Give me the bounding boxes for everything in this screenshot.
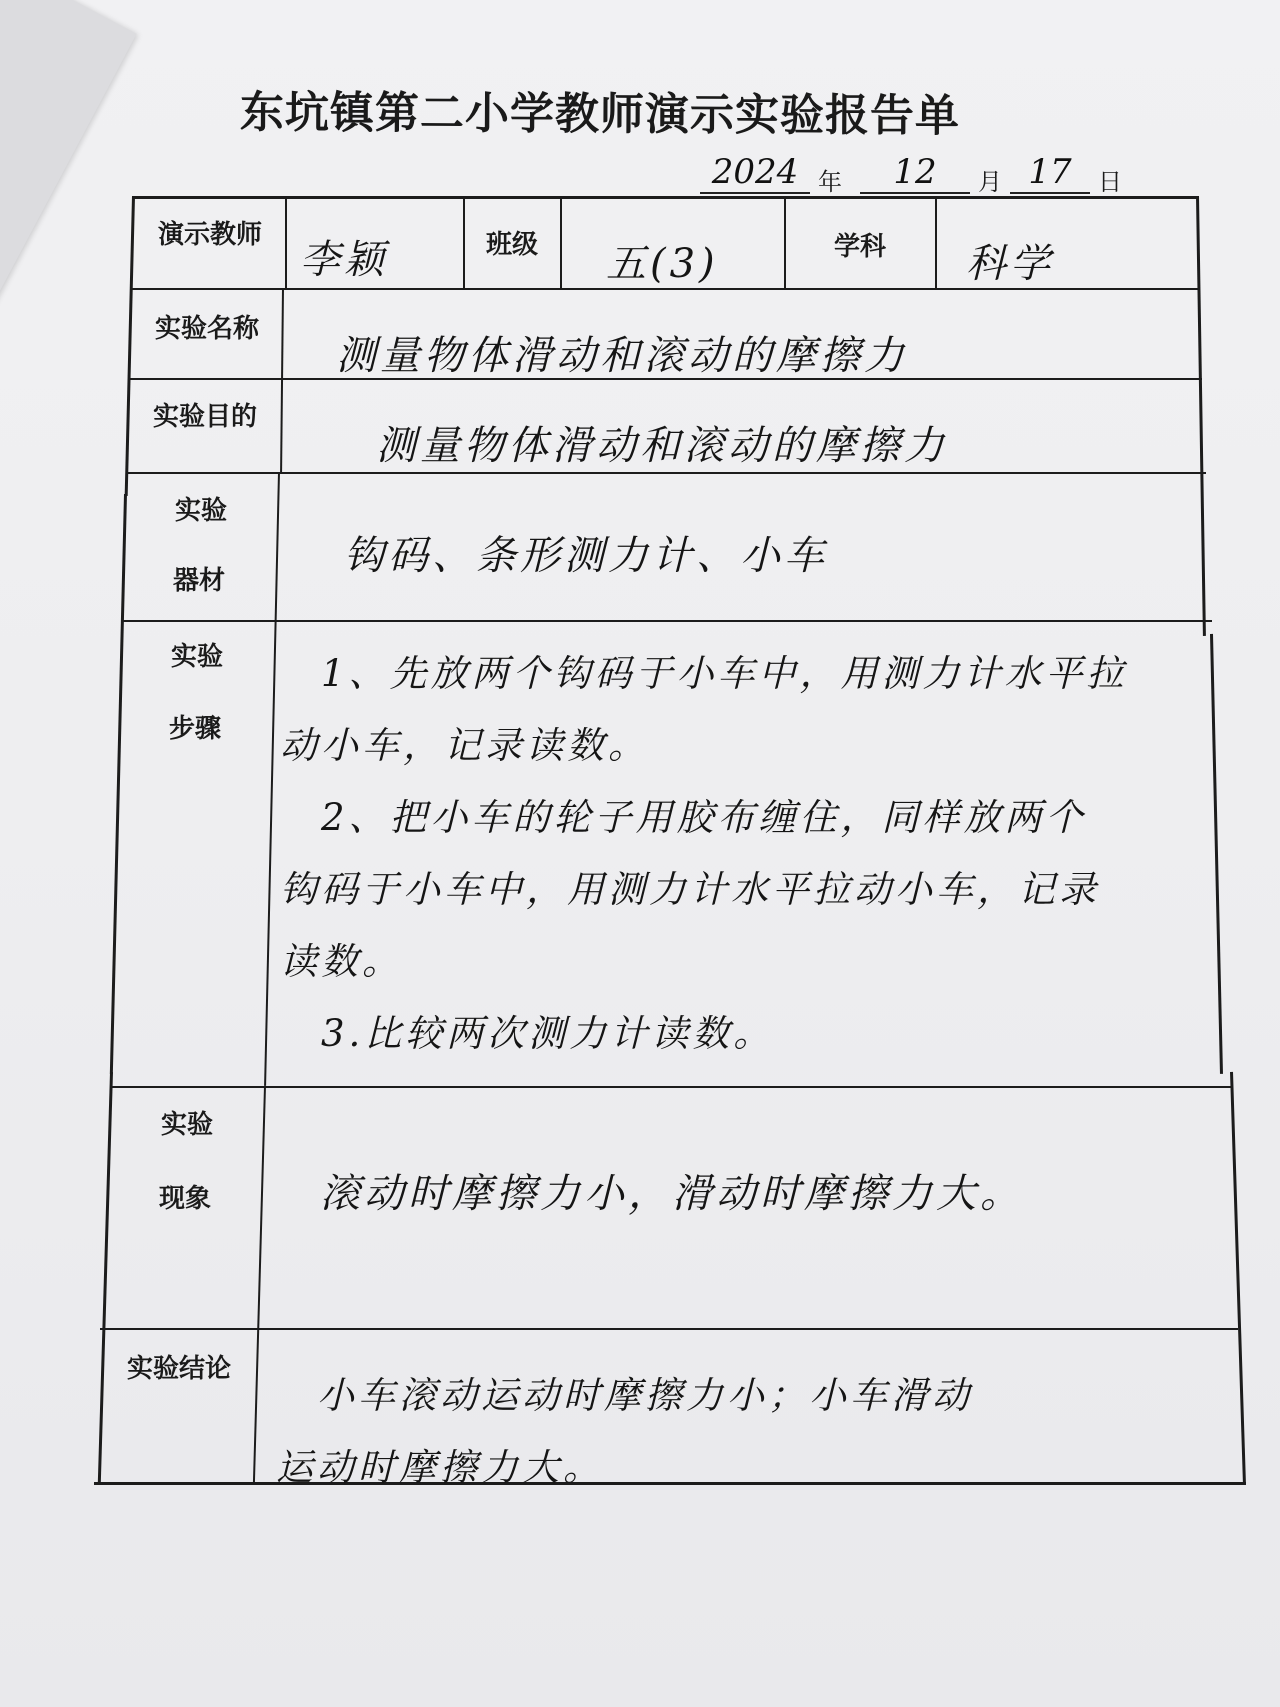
form-right-border-top: [1196, 196, 1206, 636]
conclusion-line: 运动时摩擦力大。: [276, 1446, 604, 1489]
phenomenon-label-line1: 实验: [160, 1110, 213, 1140]
equipment-label-line2: 器材: [172, 566, 225, 596]
date-month-unit: 月: [978, 168, 1002, 196]
steps-line: 1、先放两个钩码于小车中，用测力计水平拉: [280, 652, 1128, 695]
form-top-border: [132, 196, 1198, 199]
form-right-border-bottom: [1230, 1072, 1246, 1484]
date-year-unit: 年: [818, 168, 842, 196]
equipment-label-line1: 实验: [174, 496, 227, 526]
date-day-unit: 日: [1098, 168, 1122, 196]
row-separator-6: [100, 1328, 1238, 1330]
steps-label-line1: 实验: [170, 642, 223, 672]
steps-line: 3.比较两次测力计读数。: [280, 1012, 775, 1055]
steps-label-line2: 步骤: [168, 714, 221, 744]
label-divider-1: [285, 198, 287, 290]
phenomenon-value: 滚动时摩擦力小，滑动时摩擦力大。: [320, 1171, 1024, 1217]
form-right-border-mid: [1210, 634, 1223, 1074]
date-month: 12: [860, 152, 970, 194]
row-separator-5: [110, 1086, 1232, 1088]
steps-line: 读数。: [280, 940, 403, 983]
teacher-label: 演示教师: [157, 220, 262, 250]
steps-content: [280, 638, 1200, 1070]
date-day: 17: [1010, 152, 1090, 194]
conclusion-content: [276, 1360, 1216, 1504]
class-value: 五(3): [606, 241, 719, 287]
header-divider-1: [463, 198, 465, 290]
experiment-name-value: 测量物体滑动和滚动的摩擦力: [336, 333, 908, 379]
conclusion-line: 小车滚动运动时摩擦力小；小车滑动: [276, 1374, 973, 1417]
steps-line: 动小车，记录读数。: [280, 724, 649, 767]
report-title: 东坑镇第二小学教师演示实验报告单: [239, 87, 961, 142]
experiment-purpose-label: 实验目的: [152, 402, 257, 432]
header-divider-4: [935, 198, 937, 290]
subject-label: 学科: [833, 232, 886, 262]
date-year: 2024: [700, 152, 810, 194]
form-left-border-bottom: [98, 1072, 113, 1484]
experiment-purpose-value: 测量物体滑动和滚动的摩擦力: [376, 423, 948, 469]
form-left-border-mid: [110, 494, 127, 1074]
equipment-value: 钩码、条形测力计、小车: [344, 533, 828, 579]
conclusion-label: 实验结论: [126, 1354, 231, 1384]
header-divider-3: [784, 198, 786, 290]
phenomenon-label-line2: 现象: [158, 1184, 211, 1214]
class-label: 班级: [485, 230, 538, 260]
row-separator-4: [122, 620, 1212, 622]
experiment-name-label: 实验名称: [154, 314, 259, 344]
subject-value: 科学: [966, 241, 1054, 287]
steps-line: 2、把小车的轮子用胶布缠住，同样放两个: [280, 796, 1087, 839]
steps-line: 钩码于小车中，用测力计水平拉动小车，记录: [280, 868, 1100, 911]
row-separator-3: [126, 472, 1206, 474]
teacher-value: 李颖: [300, 237, 388, 283]
header-divider-2: [560, 198, 562, 290]
